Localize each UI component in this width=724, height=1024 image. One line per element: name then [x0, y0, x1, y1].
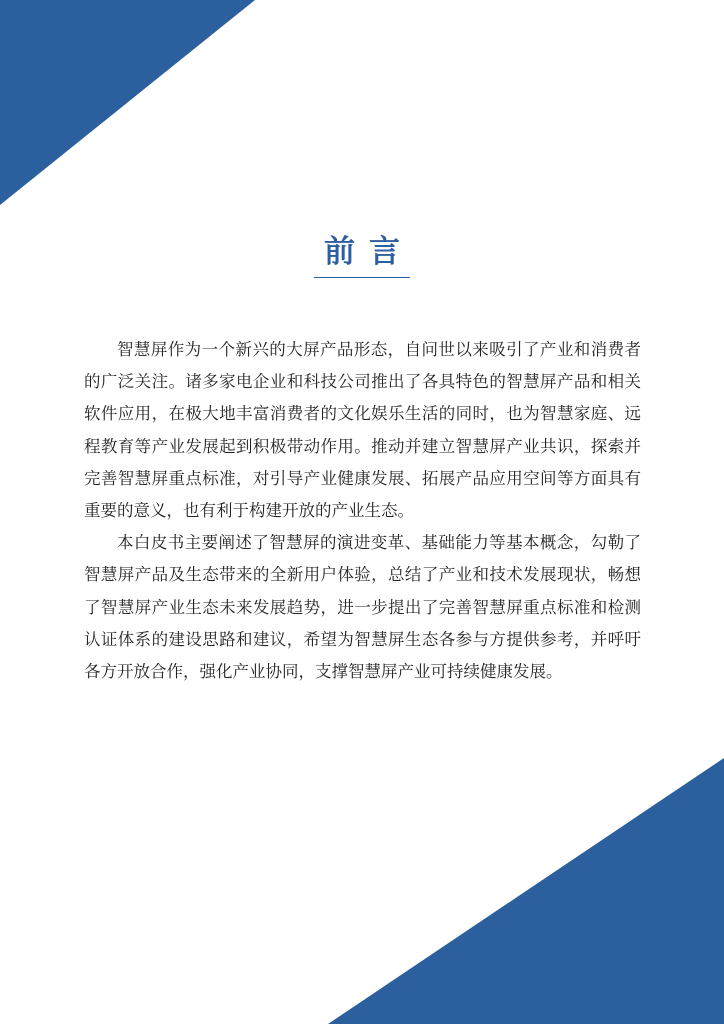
foreword-paragraph-1: 智慧屏作为一个新兴的大屏产品形态，自问世以来吸引了产业和消费者的广泛关注。诸多家电企业和科技公司推出了各具特色的智慧屏产品和相关软件应用，在极大地丰富消费者的文化娱乐生活的同时，也为智慧家庭、远程教育等产业发展起到积极带动作用。推动并建立智慧屏产业共识，探索并完善智慧屏重点标准，对引导产业健康发展、拓展产品应用空间等方面具有重要的意义，也有利于构建开放的产业生态。 [84, 340, 641, 521]
foreword-paragraph-2: 本白皮书主要阐述了智慧屏的演进变革、基础能力等基本概念，勾勒了智慧屏产品及生态带来的全新用户体验，总结了产业和技术发展现状，畅想了智慧屏产业生态未来发展趋势，进一步提出了完善智慧屏重点标准和检测认证体系的建设思路和建议，希望为智慧屏生态各参与方提供参考，并呼吁各方开放合作，强化产业协同，支撑智慧屏产业可持续健康发展。 [84, 533, 641, 682]
bottom-right-blue-triangle [328, 758, 724, 1024]
page-title: 前言 [324, 234, 414, 270]
top-left-blue-triangle [0, 0, 255, 205]
foreword-body [84, 334, 641, 688]
page-title-container [0, 230, 724, 274]
title-underline [314, 277, 410, 278]
